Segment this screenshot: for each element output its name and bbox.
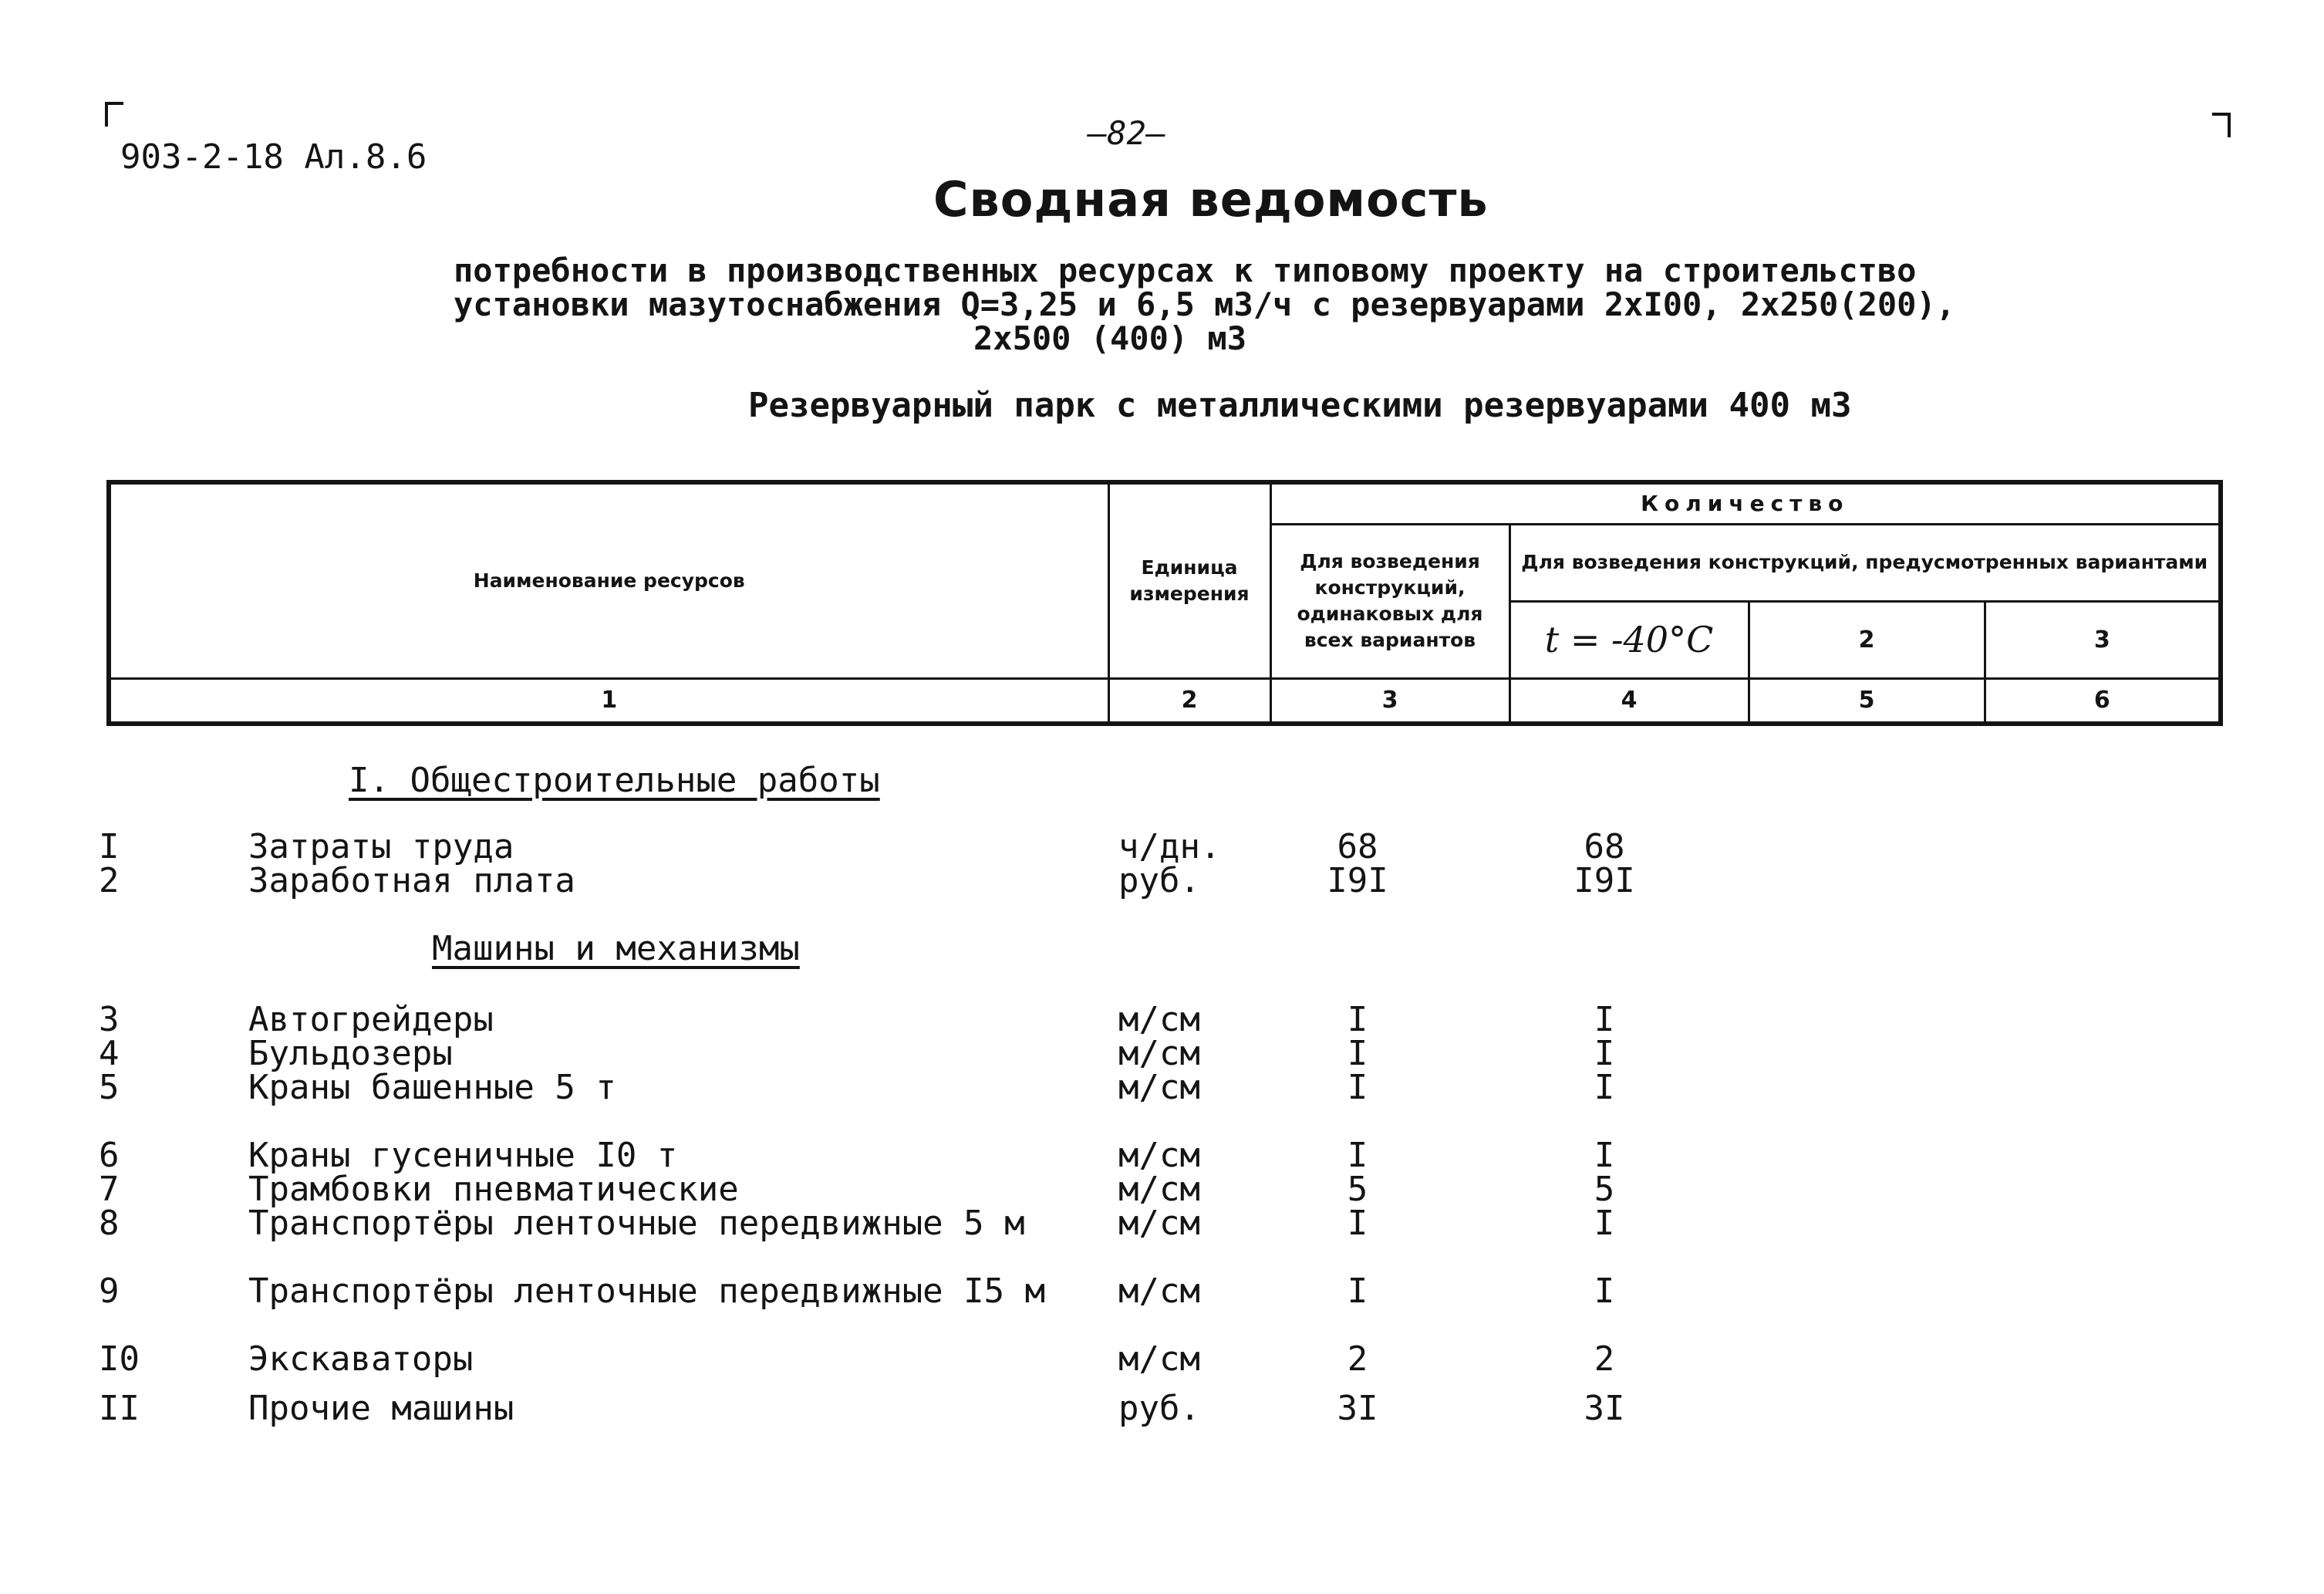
resource-name: Трамбовки пневматические xyxy=(248,1170,739,1209)
resource-name: Прочие машины xyxy=(248,1389,514,1428)
column-number-6: 6 xyxy=(1985,678,2221,724)
quantity-common: 3I xyxy=(1337,1389,1378,1428)
quantity-variant-1: 2 xyxy=(1594,1339,1615,1379)
row-number: I0 xyxy=(99,1339,140,1379)
quantity-common: I xyxy=(1347,1000,1368,1039)
row-number: 5 xyxy=(99,1068,120,1107)
quantity-variant-1: I xyxy=(1594,1000,1615,1039)
row-number: II xyxy=(99,1389,140,1428)
header-variant-constructions: Для возведения конструкций, предусмотренных вариантами xyxy=(1509,524,2221,601)
row-number: 7 xyxy=(99,1170,120,1209)
document-title: Сводная ведомость xyxy=(933,171,1489,228)
quantity-variant-1: 68 xyxy=(1584,827,1625,866)
subtitle-line-3: 2х500 (400) м3 xyxy=(973,319,1247,357)
park-title: Резервуарный парк с металлическими резервуарами 400 м3 xyxy=(748,386,1852,425)
resource-name: Краны гусеничные I0 т xyxy=(248,1136,678,1175)
quantity-variant-1: I9I xyxy=(1574,861,1635,900)
resource-name: Транспортёры ленточные передвижные 5 м xyxy=(248,1204,1025,1243)
unit-value: м/см xyxy=(1118,1034,1200,1073)
unit-value: руб. xyxy=(1118,1389,1200,1428)
row-number: 3 xyxy=(99,1000,120,1039)
quantity-variant-1: 3I xyxy=(1584,1389,1625,1428)
quantity-common: I xyxy=(1347,1034,1368,1073)
quantity-common: 5 xyxy=(1347,1170,1368,1209)
column-number-2: 2 xyxy=(1108,678,1270,724)
subtitle-line-1: потребности в производственных ресурсах к типовому проекту на строительство xyxy=(454,252,1917,289)
quantity-common: I xyxy=(1347,1204,1368,1243)
quantity-common: I xyxy=(1347,1271,1368,1311)
unit-value: ч/дн. xyxy=(1118,827,1221,866)
header-quantity: Количество xyxy=(1270,482,2221,524)
resource-name: Краны башенные 5 т xyxy=(248,1068,616,1107)
quantity-variant-1: I xyxy=(1594,1204,1615,1243)
resource-name: Экскаваторы xyxy=(248,1339,474,1379)
quantity-variant-1: I xyxy=(1594,1034,1615,1073)
column-number-1: 1 xyxy=(109,678,1108,724)
quantity-common: 68 xyxy=(1337,827,1378,866)
row-number: 9 xyxy=(99,1271,120,1311)
row-number: I xyxy=(99,827,120,866)
header-variant-2: 2 xyxy=(1749,601,1985,678)
unit-value: м/см xyxy=(1118,1204,1200,1243)
corner-mark-right xyxy=(2212,113,2231,137)
unit-value: м/см xyxy=(1118,1339,1200,1379)
column-number-3: 3 xyxy=(1270,678,1509,724)
section-machines: Машины и механизмы xyxy=(432,929,800,968)
column-number-4: 4 xyxy=(1509,678,1749,724)
header-common-constructions: Для возведения конструкций, одинаковых для всех вариантов xyxy=(1270,524,1509,678)
resource-name: Автогрейдеры xyxy=(248,1000,494,1039)
row-number: 2 xyxy=(99,861,120,900)
resource-name: Затраты труда xyxy=(248,827,514,866)
row-number: 4 xyxy=(99,1034,120,1073)
quantity-variant-1: I xyxy=(1594,1271,1615,1311)
corner-mark-left xyxy=(105,102,123,127)
resource-name: Заработная плата xyxy=(248,861,575,900)
resource-name: Бульдозеры xyxy=(248,1034,453,1073)
subtitle-line-2: установки мазутоснабжения Q=3,25 и 6,5 м3/ч с резервуарами 2хI00, 2х250(200), xyxy=(454,285,1956,323)
quantity-variant-1: 5 xyxy=(1594,1170,1615,1209)
row-number: 8 xyxy=(99,1204,120,1243)
header-variant-3: 3 xyxy=(1985,601,2221,678)
quantity-common: I9I xyxy=(1327,861,1388,900)
document-code: 903-2-18 Ал.8.6 xyxy=(120,137,427,177)
resource-table-header xyxy=(106,480,2223,726)
unit-value: м/см xyxy=(1118,1170,1200,1209)
resource-name: Транспортёры ленточные передвижные I5 м xyxy=(248,1271,1046,1311)
quantity-common: 2 xyxy=(1347,1339,1368,1379)
unit-value: руб. xyxy=(1118,861,1200,900)
quantity-variant-1: I xyxy=(1594,1136,1615,1175)
unit-value: м/см xyxy=(1118,1068,1200,1107)
unit-value: м/см xyxy=(1118,1000,1200,1039)
row-number: 6 xyxy=(99,1136,120,1175)
quantity-common: I xyxy=(1347,1068,1368,1107)
section-general-works: I. Общестроительные работы xyxy=(349,761,880,800)
header-unit: Единица измерения xyxy=(1108,482,1270,678)
header-resource-name: Наименование ресурсов xyxy=(109,482,1108,678)
unit-value: м/см xyxy=(1118,1271,1200,1311)
unit-value: м/см xyxy=(1118,1136,1200,1175)
page-number: —82— xyxy=(1088,114,1166,152)
quantity-variant-1: I xyxy=(1594,1068,1615,1107)
column-number-5: 5 xyxy=(1749,678,1985,724)
quantity-common: I xyxy=(1347,1136,1368,1175)
header-variant-1: t = -40°C xyxy=(1509,601,1749,678)
